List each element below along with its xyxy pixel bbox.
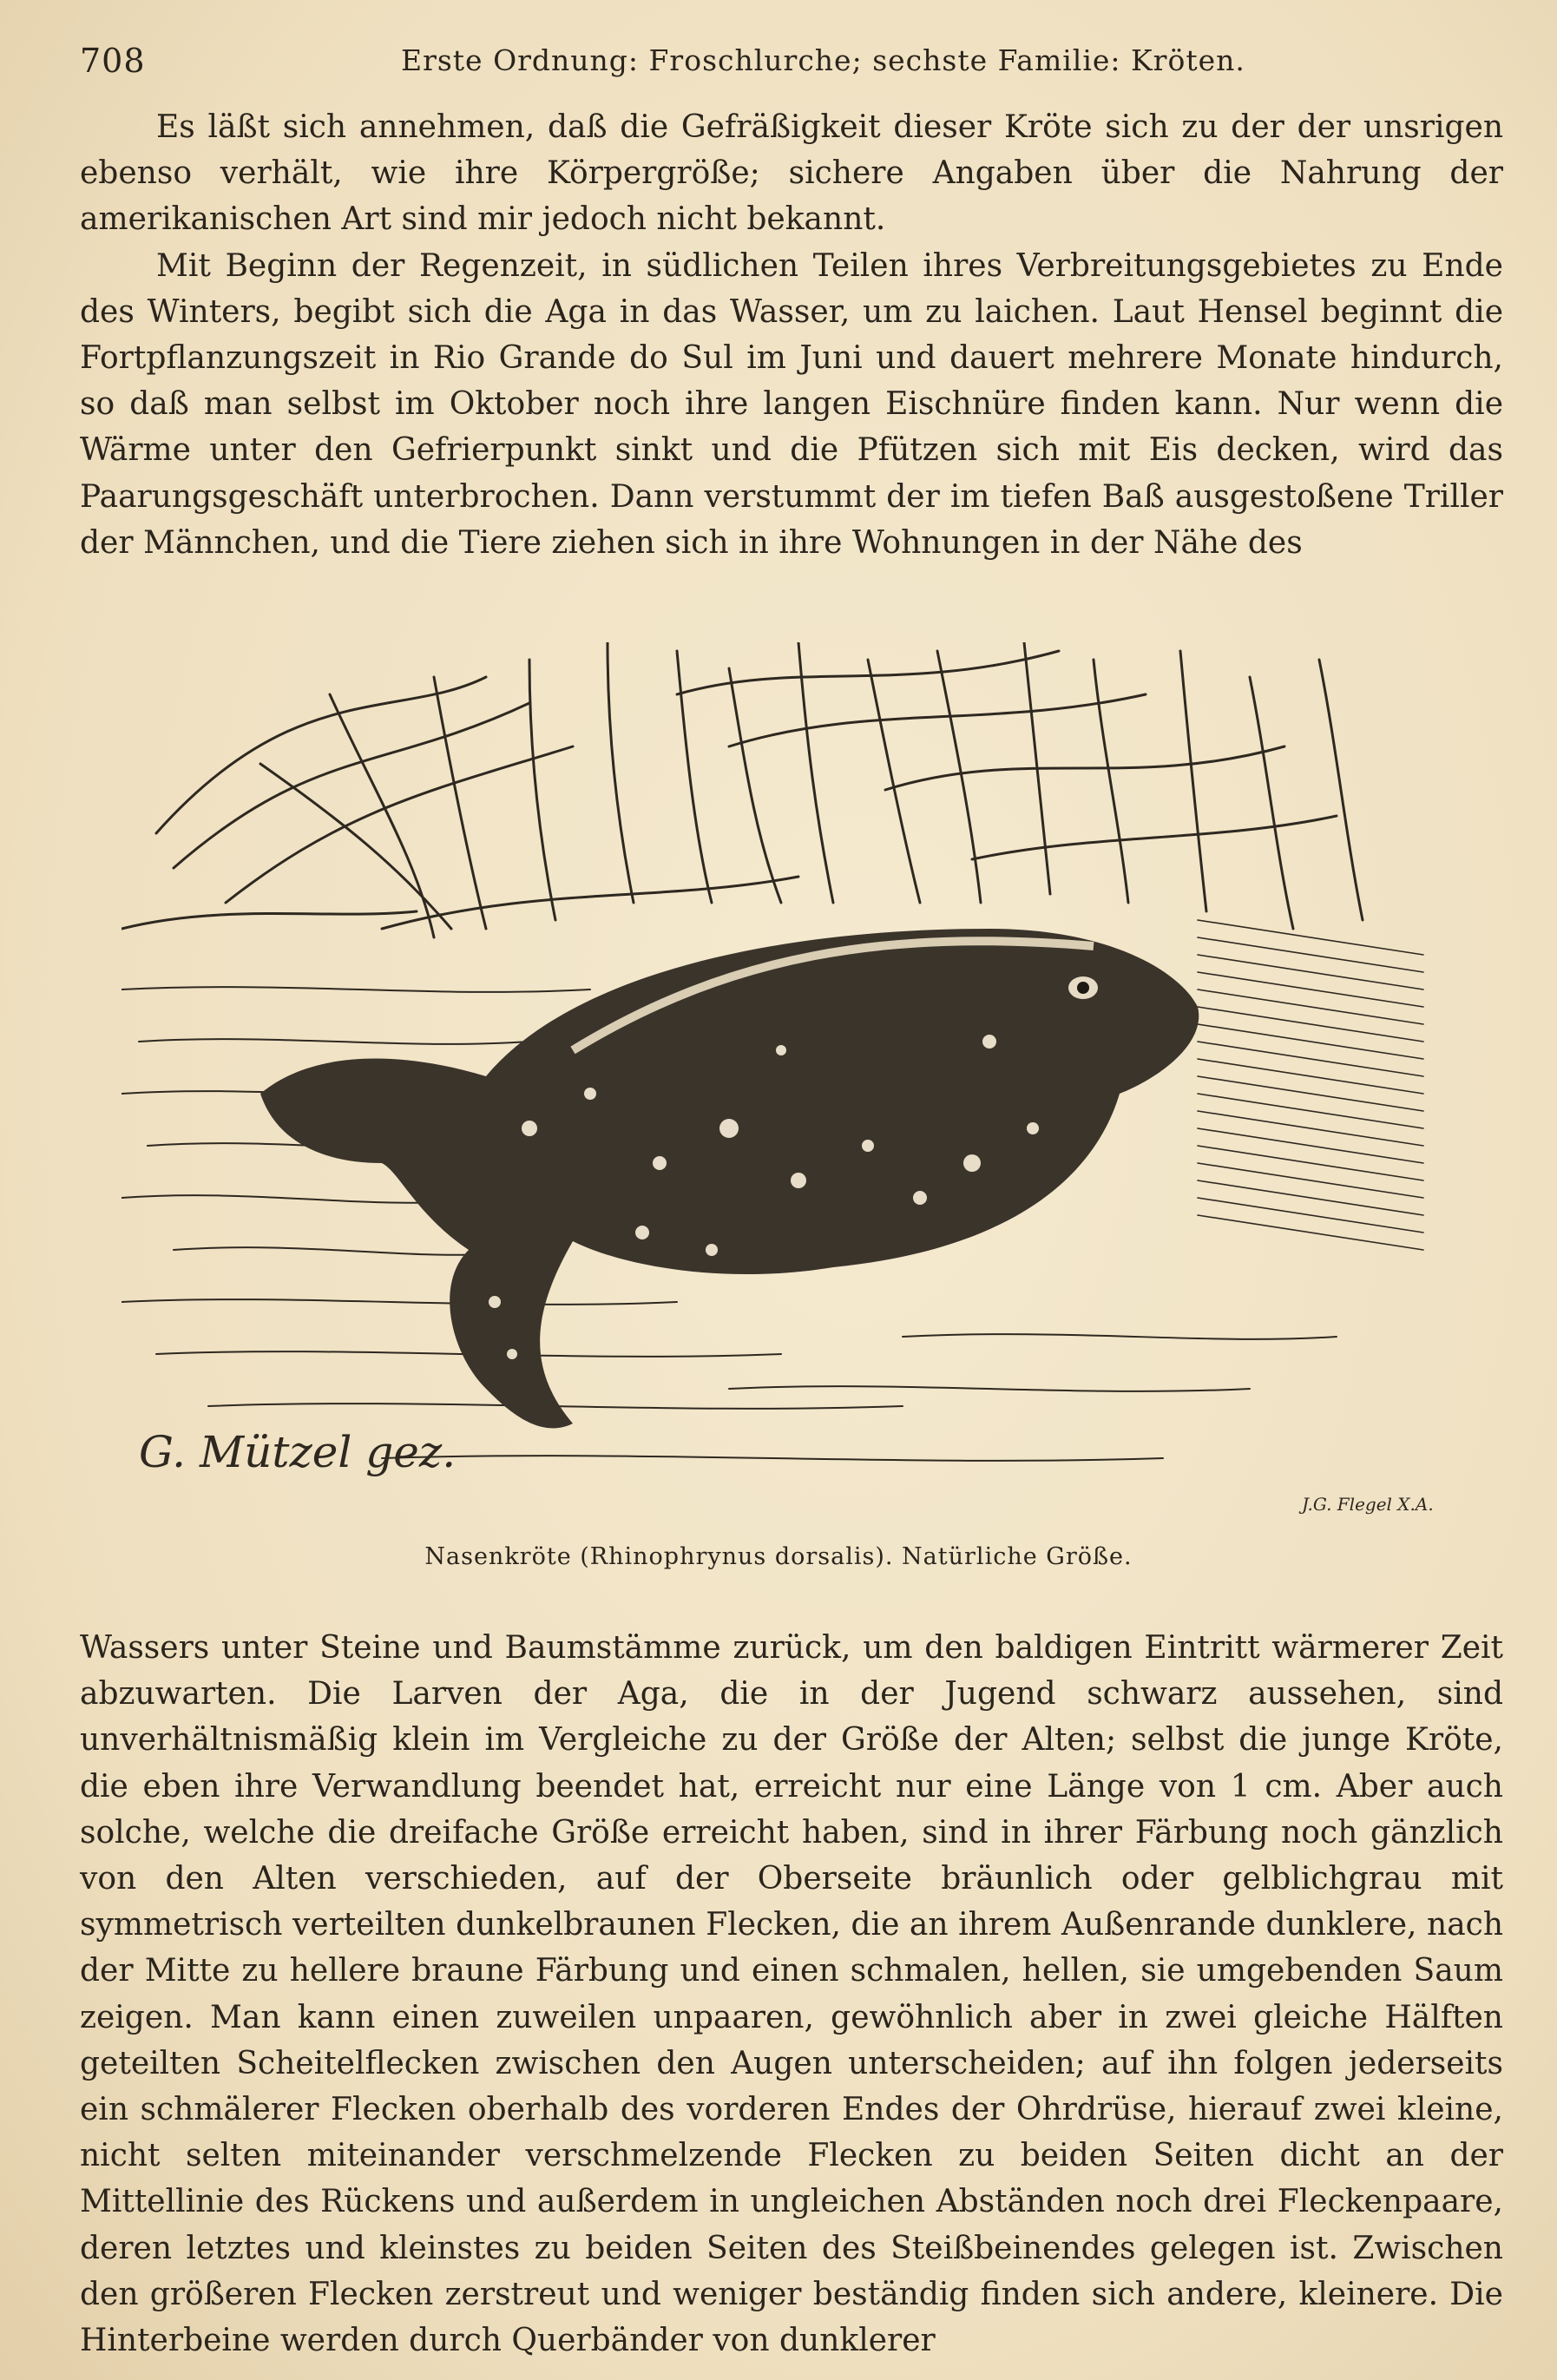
toad-engraving (122, 642, 1458, 1519)
running-head (80, 42, 1503, 94)
artist-signature: G. Mützel gez. (139, 1427, 457, 1477)
page-number: 708 (80, 42, 146, 80)
hatched-bank (1198, 920, 1423, 1250)
paragraph: Es läßt sich annehmen, daß die Gefräßigkeit dieser Kröte sich zu der der unsrigen ebenso verhält, wie ihre Körpergröße; sichere Angaben über die Nahrung der amerikanischen Art sind mir jedoch nicht bekannt. (80, 109, 1503, 238)
figure-caption: Nasenkröte (Rhinophrynus dorsalis). Natürliche Größe. (424, 1543, 1133, 1570)
engraver-signature: J.G. Flegel X.A. (1302, 1494, 1434, 1515)
paragraph: Mit Beginn der Regenzeit, in südlichen Teilen ihres Verbreitungsgebietes zu Ende des Winters, begibt sich die Aga in das Wasser, um zu laichen. Laut Hensel beginnt die Fortpflanzungszeit in Rio Grande do Sul im Juni und dauert mehrere Monate hindurch, so daß man selbst im Oktober noch ihre langen Eischnüre finden kann. Nur wenn die Wärme unter den Gefrierpunkt sinkt und die Pfützen sich mit Eis decken, wird das Paarungsgeschäft unterbrochen. Dann verstummt der im tiefen Baß ausgestoßene Triller der Männchen, und die Tiere ziehen sich in ihre Wohnungen in der Nähe des (80, 247, 1503, 561)
text-block-bottom (80, 1625, 1503, 2364)
text-block-top (80, 104, 1503, 566)
paragraph: Wassers unter Steine und Baumstämme zurück, um den baldigen Eintritt wärmerer Zeit abzuwarten. Die Larven der Aga, die in der Jugend schwarz aussehen, sind unverhältnismäßig klein im Vergleiche zu der Größe der Alten; selbst die junge Kröte, die eben ihre Verwandlung beendet hat, erreicht nur eine Länge von 1 cm. Aber auch solche, welche die dreifache Größe erreicht haben, sind in ihrer Färbung noch gänzlich von den Alten verschieden, auf der Oberseite bräunlich oder gelblichgrau mit symmetrisch verteilten dunkelbraunen Flecken, die an ihrem Außenrande dunklere, nach der Mitte zu hellere braune Färbung und einen schmalen, hellen, sie umgebenden Saum zeigen. Man kann einen zuweilen unpaaren, gewöhnlich aber in zwei gleiche Hälften geteilten Scheitelflecken zwischen den Augen unterscheiden; auf ihn folgen jederseits ein schmälerer Flecken oberhalb des vorderen Endes der Ohrdrüse, hierauf zwei kleine, nicht selten miteinander verschmelzende Flecken zu beiden Seiten dicht an der Mittellinie des Rückens und außerdem in ungleichen Abständen noch drei Fleckenpaare, deren letztes und kleinstes zu beiden Seiten des Steißbeinendes gelegen ist. Zwischen den größeren Flecken zerstreut und weniger beständig finden sich andere, kleinere. Die Hinterbeine werden durch Querbänder von dunklerer (80, 1630, 1503, 2359)
running-head-title: Erste Ordnung: Froschlurche; sechste Familie: Kröten. (401, 43, 1245, 77)
grass-lines (122, 642, 1363, 937)
